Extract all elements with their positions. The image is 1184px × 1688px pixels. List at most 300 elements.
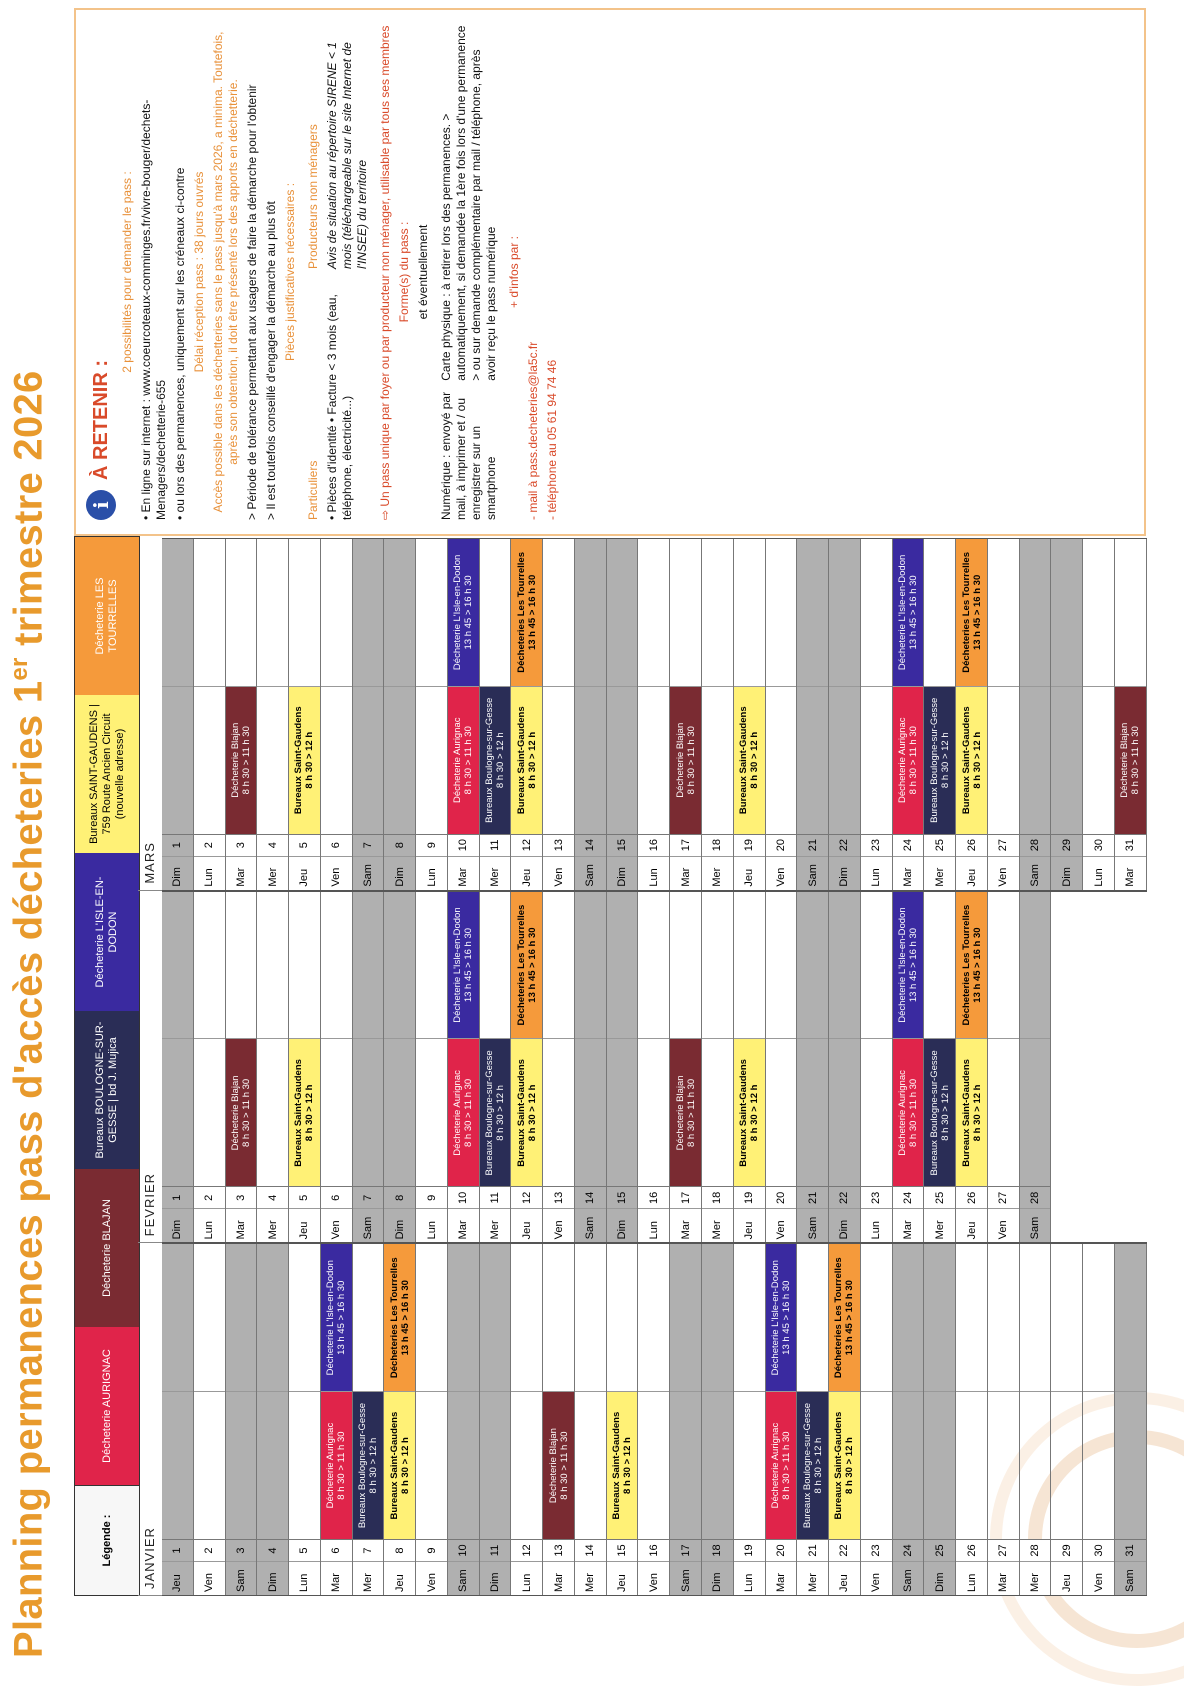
event-boulogne	[353, 1392, 384, 1539]
day-row	[766, 539, 798, 890]
slot-cell	[448, 1038, 479, 1186]
day-number: 10	[448, 834, 479, 856]
day-name: Mer	[797, 1561, 828, 1595]
day-number: 4	[257, 1539, 288, 1561]
event-place: Bureaux Boulogne-sur-Gesse	[928, 697, 940, 823]
day-number: 5	[289, 834, 320, 856]
day-row	[670, 1244, 702, 1595]
day-name: Mer	[1020, 1561, 1051, 1595]
day-number: 19	[734, 834, 765, 856]
slot-cell	[162, 1244, 193, 1391]
day-number: 23	[861, 1186, 892, 1208]
slot-cell	[543, 1244, 574, 1391]
info-delay: Délai réception pass : 38 jours ouvrés	[192, 171, 206, 373]
month-header: FEVRIER	[138, 891, 162, 1244]
slot-cell	[670, 686, 701, 834]
day-row	[607, 892, 639, 1243]
day-number: 12	[511, 834, 542, 856]
slot-cell	[607, 892, 638, 1039]
day-number: 12	[511, 1186, 542, 1208]
slot-cell	[353, 892, 384, 1039]
day-name: Mer	[257, 856, 288, 890]
event-hours: 8 h 30 > 11 h 30	[463, 1078, 475, 1148]
day-number: 27	[988, 834, 1019, 856]
page-title: Planning permanences pass d'accès décheteries 1er trimestre 2026	[6, 370, 51, 1658]
event-hours: 8 h 30 > 11 h 30	[907, 726, 919, 795]
day-row	[988, 539, 1020, 890]
event-aurignac	[893, 1039, 924, 1186]
slot-cell	[893, 892, 924, 1039]
event-hours: 13 h 45 > 16 h 30	[971, 574, 983, 651]
day-name: Mar	[766, 1561, 797, 1595]
day-row	[797, 539, 829, 890]
slot-cell	[988, 892, 1019, 1039]
day-name: Mar	[893, 1208, 924, 1242]
slot-cell	[702, 539, 733, 686]
slot-cell	[416, 892, 447, 1039]
day-number: 28	[1020, 834, 1051, 856]
event-hours: 8 h 30 > 11 h 30	[336, 1431, 348, 1500]
slot-cell	[734, 686, 765, 834]
slot-cell	[575, 1244, 606, 1391]
slot-cell	[384, 1038, 415, 1186]
slot-cell	[702, 1391, 733, 1539]
day-row	[893, 1244, 925, 1595]
day-number: 20	[766, 1539, 797, 1561]
day-row	[638, 539, 670, 890]
day-name: Dim	[924, 1561, 955, 1595]
day-number: 3	[226, 834, 257, 856]
day-row	[924, 539, 956, 890]
day-name: Mer	[480, 856, 511, 890]
slot-cell	[416, 686, 447, 834]
slot-cell	[543, 1038, 574, 1186]
day-name: Jeu	[734, 856, 765, 890]
event-place: Bureaux Saint-Gaudens	[293, 706, 305, 815]
event-hours: 13 h 45 > 16 h 30	[780, 1280, 792, 1355]
day-row	[321, 892, 353, 1243]
day-name: Ven	[766, 856, 797, 890]
day-row	[289, 1244, 321, 1595]
day-name: Mar	[670, 856, 701, 890]
slot-cell	[162, 539, 193, 686]
day-row	[448, 892, 480, 1243]
day-number: 31	[1115, 834, 1146, 856]
slot-cell	[384, 1391, 415, 1539]
event-hours: 8 h 30 > 11 h 30	[685, 1078, 697, 1148]
month-column	[162, 538, 1147, 891]
day-number: 21	[797, 1186, 828, 1208]
day-row	[575, 539, 607, 890]
day-row	[829, 1244, 861, 1595]
slot-cell	[670, 1038, 701, 1186]
event-boulogne	[480, 687, 511, 834]
day-name: Mer	[924, 1208, 955, 1242]
slot-cell	[988, 539, 1019, 686]
info-phone[interactable]: - téléphone au 05 61 94 74 46	[545, 359, 559, 520]
slot-cell	[702, 892, 733, 1039]
day-name: Ven	[543, 856, 574, 890]
day-row	[861, 539, 893, 890]
day-name: Lun	[638, 1208, 669, 1242]
day-row	[480, 539, 512, 890]
day-name: Sam	[1115, 1561, 1146, 1595]
day-number: 24	[893, 1186, 924, 1208]
day-name: Dim	[607, 856, 638, 890]
day-row	[861, 1244, 893, 1595]
day-number: 17	[670, 834, 701, 856]
event-place: Décheterie L'Isle-en-Dodon	[769, 1260, 781, 1376]
day-name: Sam	[1020, 856, 1051, 890]
slot-cell	[829, 686, 860, 834]
slot-cell	[766, 1244, 797, 1391]
event-hours: 8 h 30 > 11 h 30	[463, 726, 475, 795]
slot-cell	[511, 686, 542, 834]
event-place: Décheteries Les Tourrelles	[388, 1257, 400, 1379]
event-hours: 8 h 30 > 12 h	[622, 1437, 634, 1494]
day-number: 27	[988, 1186, 1019, 1208]
day-row	[702, 892, 734, 1243]
day-number: 19	[734, 1186, 765, 1208]
event-isle	[321, 1244, 352, 1391]
day-number: 25	[924, 1539, 955, 1561]
slot-cell	[194, 686, 225, 834]
day-number: 7	[353, 1539, 384, 1561]
day-row	[257, 539, 289, 890]
day-number: 6	[321, 834, 352, 856]
event-hours: 8 h 30 > 11 h 30	[240, 1078, 252, 1148]
info-intro: 2 possibilités pour demander le pass :	[120, 171, 134, 373]
day-name: Mar	[226, 1208, 257, 1242]
day-number: 29	[1051, 834, 1082, 856]
slot-cell	[1051, 1244, 1082, 1391]
day-name: Sam	[575, 856, 606, 890]
day-name: Jeu	[511, 856, 542, 890]
event-hours: 8 h 30 > 11 h 30	[907, 1078, 919, 1148]
day-number: 26	[956, 834, 987, 856]
slot-cell	[734, 1038, 765, 1186]
day-number: 20	[766, 834, 797, 856]
event-blajan	[670, 687, 701, 834]
event-tourrelles	[511, 539, 542, 686]
day-row	[956, 1244, 988, 1595]
slot-cell	[289, 539, 320, 686]
slot-cell	[162, 1038, 193, 1186]
slot-cell	[448, 1244, 479, 1391]
slot-cell	[797, 1244, 828, 1391]
day-number: 6	[321, 1539, 352, 1561]
slot-cell	[893, 539, 924, 686]
day-name: Jeu	[289, 856, 320, 890]
day-name: Dim	[829, 856, 860, 890]
slot-cell	[575, 539, 606, 686]
event-hours: 13 h 45 > 16 h 30	[844, 1280, 856, 1356]
slot-cell	[893, 1391, 924, 1539]
day-name: Lun	[861, 856, 892, 890]
slot-cell	[924, 1391, 955, 1539]
slot-cell	[321, 686, 352, 834]
slot-cell	[1020, 1244, 1051, 1391]
event-place: Bureaux Boulogne-sur-Gesse	[484, 1050, 496, 1176]
slot-cell	[480, 539, 511, 686]
slot-cell	[638, 1038, 669, 1186]
day-name: Jeu	[511, 1208, 542, 1242]
day-name: Lun	[734, 1561, 765, 1595]
slot-cell	[480, 1038, 511, 1186]
slot-cell	[638, 1244, 669, 1391]
slot-cell	[257, 1038, 288, 1186]
day-name: Dim	[257, 1561, 288, 1595]
event-stgaudens	[956, 1039, 987, 1186]
month-column	[162, 1243, 1147, 1596]
slot-cell	[1083, 539, 1114, 686]
slot-cell	[543, 686, 574, 834]
slot-cell	[321, 539, 352, 686]
day-number: 22	[829, 1186, 860, 1208]
day-name: Ven	[321, 856, 352, 890]
day-row	[321, 1244, 353, 1595]
info-numerique: Numérique : envoyé par mail, à imprimer et / ou enregistrer sur un smartphone	[439, 391, 498, 520]
slot-cell	[638, 892, 669, 1039]
slot-cell	[734, 892, 765, 1039]
event-hours: 8 h 30 > 12 h	[749, 731, 761, 789]
day-name: Mar	[670, 1208, 701, 1242]
day-number: 14	[575, 1186, 606, 1208]
event-stgaudens	[511, 1039, 542, 1186]
event-hours: 8 h 30 > 12 h	[971, 1084, 983, 1142]
event-isle	[893, 892, 924, 1039]
slot-cell	[448, 1391, 479, 1539]
event-hours: 8 h 30 > 12 h	[526, 1084, 538, 1142]
info-advice: > Il est toutefois conseillé d'engager la démarche au plus tôt	[264, 201, 278, 520]
day-number: 22	[829, 834, 860, 856]
event-hours: 8 h 30 > 12 h	[939, 1085, 951, 1141]
event-aurignac	[448, 1039, 479, 1186]
event-blajan	[670, 1039, 701, 1186]
day-name: Sam	[1020, 1208, 1051, 1242]
day-row	[448, 539, 480, 890]
event-place: Bureaux Saint-Gaudens	[960, 1059, 972, 1167]
event-hours: 8 h 30 > 12 h	[526, 731, 538, 789]
event-place: Décheterie Blajan	[1119, 722, 1131, 798]
event-place: Décheterie L'Isle-en-Dodon	[452, 907, 464, 1023]
day-row	[638, 1244, 670, 1595]
day-name: Dim	[1051, 856, 1082, 890]
day-number: 10	[448, 1186, 479, 1208]
event-boulogne	[924, 1039, 955, 1186]
day-row	[575, 1244, 607, 1595]
event-place: Décheterie L'Isle-en-Dodon	[896, 554, 908, 671]
slot-cell	[893, 1244, 924, 1391]
info-pros: Avis de situation au répertoire SIRENE < 1 mois (téléchargeable sur le site Internet de l'INSEE) du territoire	[325, 42, 369, 269]
day-name: Mar	[321, 1561, 352, 1595]
slot-cell	[924, 686, 955, 834]
day-name: Ven	[766, 1208, 797, 1242]
day-name: Ven	[194, 1561, 225, 1595]
event-stgaudens	[956, 687, 987, 834]
event-place: Bureaux Boulogne-sur-Gesse	[928, 1050, 940, 1176]
day-row	[797, 1244, 829, 1595]
month-headers	[138, 538, 162, 1596]
info-mail[interactable]: - mail à pass.decheteries@la5c.fr	[526, 341, 540, 520]
day-number: 28	[1020, 1186, 1051, 1208]
slot-cell	[670, 1391, 701, 1539]
day-name: Lun	[638, 856, 669, 890]
day-number: 27	[988, 1539, 1019, 1561]
day-number: 13	[543, 1186, 574, 1208]
day-name: Jeu	[607, 1561, 638, 1595]
slot-cell	[1020, 892, 1051, 1039]
event-place: Bureaux Saint-Gaudens	[293, 1059, 305, 1167]
day-name: Mer	[257, 1208, 288, 1242]
slot-cell	[289, 892, 320, 1039]
day-row	[607, 1244, 639, 1595]
day-name: Mar	[448, 1208, 479, 1242]
event-blajan	[226, 687, 257, 834]
event-stgaudens	[607, 1392, 638, 1539]
slot-cell	[257, 1244, 288, 1391]
event-place: Bureaux Saint-Gaudens	[738, 706, 750, 815]
slot-cell	[607, 1244, 638, 1391]
day-row	[226, 1244, 258, 1595]
day-number: 9	[416, 1539, 447, 1561]
day-row	[766, 892, 798, 1243]
day-row	[607, 539, 639, 890]
slot-cell	[861, 1391, 892, 1539]
slot-cell	[670, 539, 701, 686]
day-number: 23	[861, 834, 892, 856]
slot-cell	[575, 686, 606, 834]
day-name: Sam	[670, 1561, 701, 1595]
event-place: Décheterie Aurignac	[325, 1422, 337, 1509]
day-row	[162, 1244, 194, 1595]
day-number: 16	[638, 1539, 669, 1561]
day-number: 25	[924, 1186, 955, 1208]
event-place: Décheterie Aurignac	[896, 1070, 908, 1156]
day-number: 1	[162, 1539, 193, 1561]
slot-cell	[956, 1038, 987, 1186]
legend-item-isle: Décheterie L'ISLE-EN-DODON	[75, 853, 139, 1011]
day-row	[734, 1244, 766, 1595]
event-tourrelles	[956, 539, 987, 686]
day-row	[226, 539, 258, 890]
day-row	[543, 1244, 575, 1595]
day-number: 1	[162, 1186, 193, 1208]
day-number: 13	[543, 834, 574, 856]
event-place: Décheterie L'Isle-en-Dodon	[452, 554, 464, 671]
slot-cell	[797, 539, 828, 686]
day-number: 21	[797, 834, 828, 856]
slot-cell	[829, 1038, 860, 1186]
legend	[74, 536, 140, 1596]
day-name: Mar	[893, 856, 924, 890]
slot-cell	[1083, 1244, 1114, 1391]
slot-cell	[924, 1038, 955, 1186]
slot-cell	[257, 686, 288, 834]
day-number: 14	[575, 834, 606, 856]
day-row	[1020, 1244, 1052, 1595]
event-place: Décheteries Les Tourrelles	[960, 904, 972, 1026]
slot-cell	[607, 1038, 638, 1186]
event-place: Bureaux Saint-Gaudens	[388, 1411, 400, 1520]
event-place: Bureaux Saint-Gaudens	[611, 1411, 623, 1520]
slot-cell	[734, 1244, 765, 1391]
slot-cell	[956, 686, 987, 834]
slot-cell	[861, 1038, 892, 1186]
event-aurignac	[321, 1392, 352, 1539]
slot-cell	[511, 539, 542, 686]
day-number: 30	[1083, 834, 1114, 856]
day-row	[384, 539, 416, 890]
slot-cell	[575, 892, 606, 1039]
slot-cell	[1020, 539, 1051, 686]
slot-cell	[226, 892, 257, 1039]
slot-cell	[1083, 1391, 1114, 1539]
event-place: Décheterie Blajan	[547, 1428, 559, 1504]
event-hours: 13 h 45 > 16 h 30	[526, 574, 538, 651]
day-name: Mar	[1115, 856, 1146, 890]
info-forme-sub: et éventuellement	[416, 224, 430, 320]
info-icon: i	[86, 490, 116, 520]
day-row	[384, 1244, 416, 1595]
day-number: 7	[353, 1186, 384, 1208]
slot-cell	[766, 892, 797, 1039]
day-row	[226, 892, 258, 1243]
slot-cell	[829, 1391, 860, 1539]
day-number: 4	[257, 834, 288, 856]
slot-cell	[384, 686, 415, 834]
slot-cell	[226, 1038, 257, 1186]
event-stgaudens	[289, 1039, 320, 1186]
slot-cell	[861, 686, 892, 834]
day-name: Ven	[861, 1561, 892, 1595]
event-place: Bureaux Boulogne-sur-Gesse	[484, 697, 496, 823]
event-place: Décheteries Les Tourrelles	[515, 904, 527, 1026]
day-name: Sam	[353, 1208, 384, 1242]
slot-cell	[1020, 1038, 1051, 1186]
day-name: Lun	[956, 1561, 987, 1595]
event-hours: 8 h 30 > 12 h	[304, 1084, 316, 1142]
day-row	[766, 1244, 798, 1595]
slot-cell	[1115, 1391, 1146, 1539]
day-row	[384, 892, 416, 1243]
slot-cell	[194, 539, 225, 686]
slot-cell	[924, 539, 955, 686]
slot-cell	[988, 1244, 1019, 1391]
slot-cell	[734, 539, 765, 686]
day-row	[162, 539, 194, 890]
day-name: Sam	[797, 856, 828, 890]
info-particuliers: • Pièces d'identité • Facture < 3 mois (eau, téléphone, électricité...)	[325, 294, 354, 520]
slot-cell	[607, 686, 638, 834]
day-name: Ven	[988, 1208, 1019, 1242]
day-row	[194, 1244, 226, 1595]
slot-cell	[956, 892, 987, 1039]
legend-item-tourrelles: Décheterie LES TOURRELLES	[75, 537, 139, 695]
day-number: 12	[511, 1539, 542, 1561]
event-isle	[448, 892, 479, 1039]
slot-cell	[702, 1244, 733, 1391]
slot-cell	[416, 1391, 447, 1539]
month-header: MARS	[138, 538, 162, 891]
event-hours: 8 h 30 > 11 h 30	[780, 1431, 792, 1500]
slot-cell	[797, 1038, 828, 1186]
day-row	[702, 539, 734, 890]
day-row	[448, 1244, 480, 1595]
day-name: Sam	[797, 1208, 828, 1242]
event-aurignac	[448, 687, 479, 834]
event-hours: 13 h 45 > 16 h 30	[463, 575, 475, 650]
